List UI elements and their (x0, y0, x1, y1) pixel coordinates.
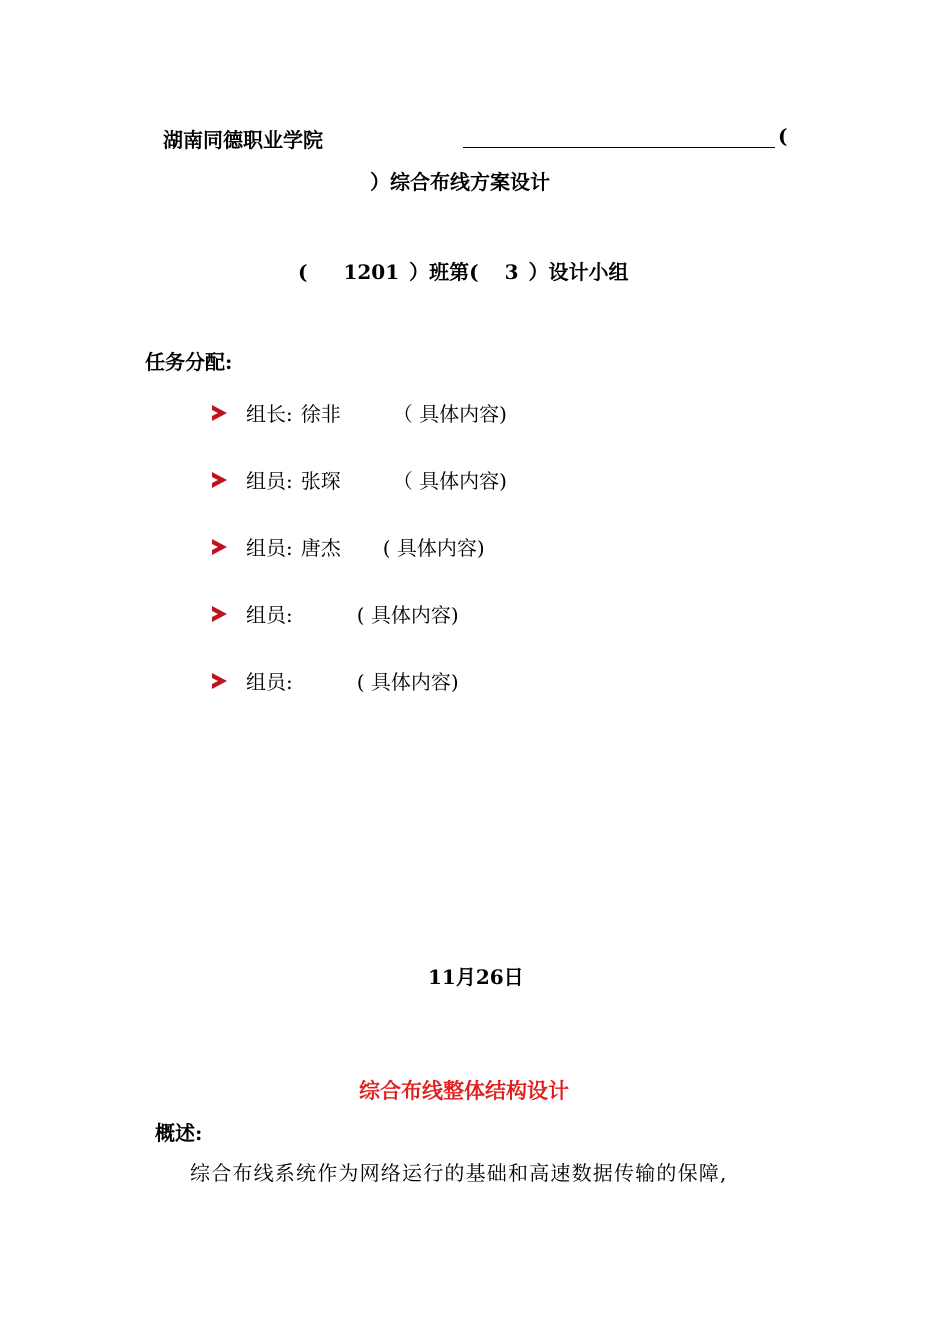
arrow-bullet-icon (212, 606, 227, 622)
class-number: 1201 (343, 260, 400, 284)
member-content: （ 具体内容) (392, 402, 507, 426)
document-title: ）综合布线方案设计 (370, 170, 550, 194)
section-title: 综合布线整体结构设计 (359, 1078, 569, 1103)
group-number: 3 (504, 260, 519, 284)
class-suffix: ）设计小组 (528, 260, 629, 284)
member-role: 组长: (246, 402, 293, 426)
title-open-paren: ( (778, 124, 788, 148)
member-item (212, 398, 507, 427)
member-content: （ 具体内容) (392, 469, 507, 493)
school-name: 湖南同德职业学院 (163, 128, 323, 152)
member-role: 组员: (246, 536, 293, 560)
class-prefix: ( (298, 260, 308, 284)
member-content: ( 具体内容) (382, 536, 485, 560)
arrow-bullet-icon (212, 673, 227, 689)
member-role: 组员: (246, 469, 293, 493)
member-item (212, 599, 459, 628)
member-name: 徐非 (300, 402, 341, 426)
overview-paragraph: 综合布线系统作为网络运行的基础和高速数据传输的保障, (190, 1161, 728, 1185)
task-heading: 任务分配: (145, 350, 233, 374)
member-name: 唐杰 (300, 536, 341, 560)
member-role: 组员: (246, 603, 293, 627)
arrow-bullet-icon (212, 472, 227, 488)
arrow-bullet-icon (212, 405, 227, 421)
member-item (212, 465, 507, 494)
member-item (212, 666, 459, 695)
overview-heading: 概述: (155, 1121, 203, 1145)
document-date: 11月26日 (428, 965, 524, 989)
class-group-line (298, 256, 629, 285)
arrow-bullet-icon (212, 539, 227, 555)
member-name: 张琛 (300, 469, 341, 493)
class-middle: ）班第( (409, 260, 479, 284)
member-item (212, 532, 485, 561)
member-content: ( 具体内容) (356, 670, 459, 694)
member-content: ( 具体内容) (356, 603, 459, 627)
member-role: 组员: (246, 670, 293, 694)
title-blank-line (463, 147, 775, 148)
